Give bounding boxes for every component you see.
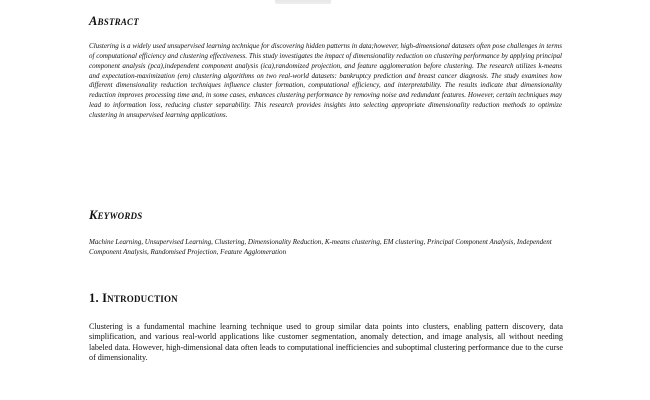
cropped-title-fragment: [275, 0, 331, 4]
keywords-text: Machine Learning, Unsupervised Learning, Clustering, Dimensionality Reduction, K-means clustering, EM clustering, Principal Component Analysis, Independent Component Analysis, Randomised Projection, Feature Agglomeration: [89, 238, 552, 256]
introduction-text: Clustering is a fundamental machine learning technique used to group similar data points into clusters, enabling pattern discovery, data simplification, and various real-world applications like customer segmentation, anomaly detection, and image analysis, all without needing labeled data. However, high-dimensional data often leads to computational inefficiencies and suboptimal clustering performance due to the curse of dimensionality.: [89, 322, 563, 363]
abstract-heading: Abstract: [89, 14, 139, 28]
introduction-heading: 1. Introduction: [89, 291, 178, 305]
abstract-text: Clustering is a widely used unsupervised learning technique for discovering hidden patterns in data;however, high-dimensional datasets often pose challenges in terms of computational efficiency and clustering effectiveness. This study investigates the impact of dimensionality reduction on clustering performance by applying principal component analysis (pca),independent component analysis (ica),randomized projection, and feature agglomeration before clustering. The research utilizes k-means and expectation-maximization (em) clustering algorithms on two real-world datasets: bankruptcy prediction and breast cancer diagnosis. The study examines how different dimensionality reduction techniques influence cluster formation, computational efficiency, and interpretability. The results indicate that dimensionality reduction improves processing time and, in some cases, enhances clustering performance by removing noise and redundant features. However, certain techniques may lead to information loss, reducing cluster separability. This research provides insights into selecting appropriate dimensionality reduction methods to optimize clustering in unsupervised learning applications.: [89, 42, 562, 119]
keywords-heading: Keywords: [89, 208, 143, 222]
